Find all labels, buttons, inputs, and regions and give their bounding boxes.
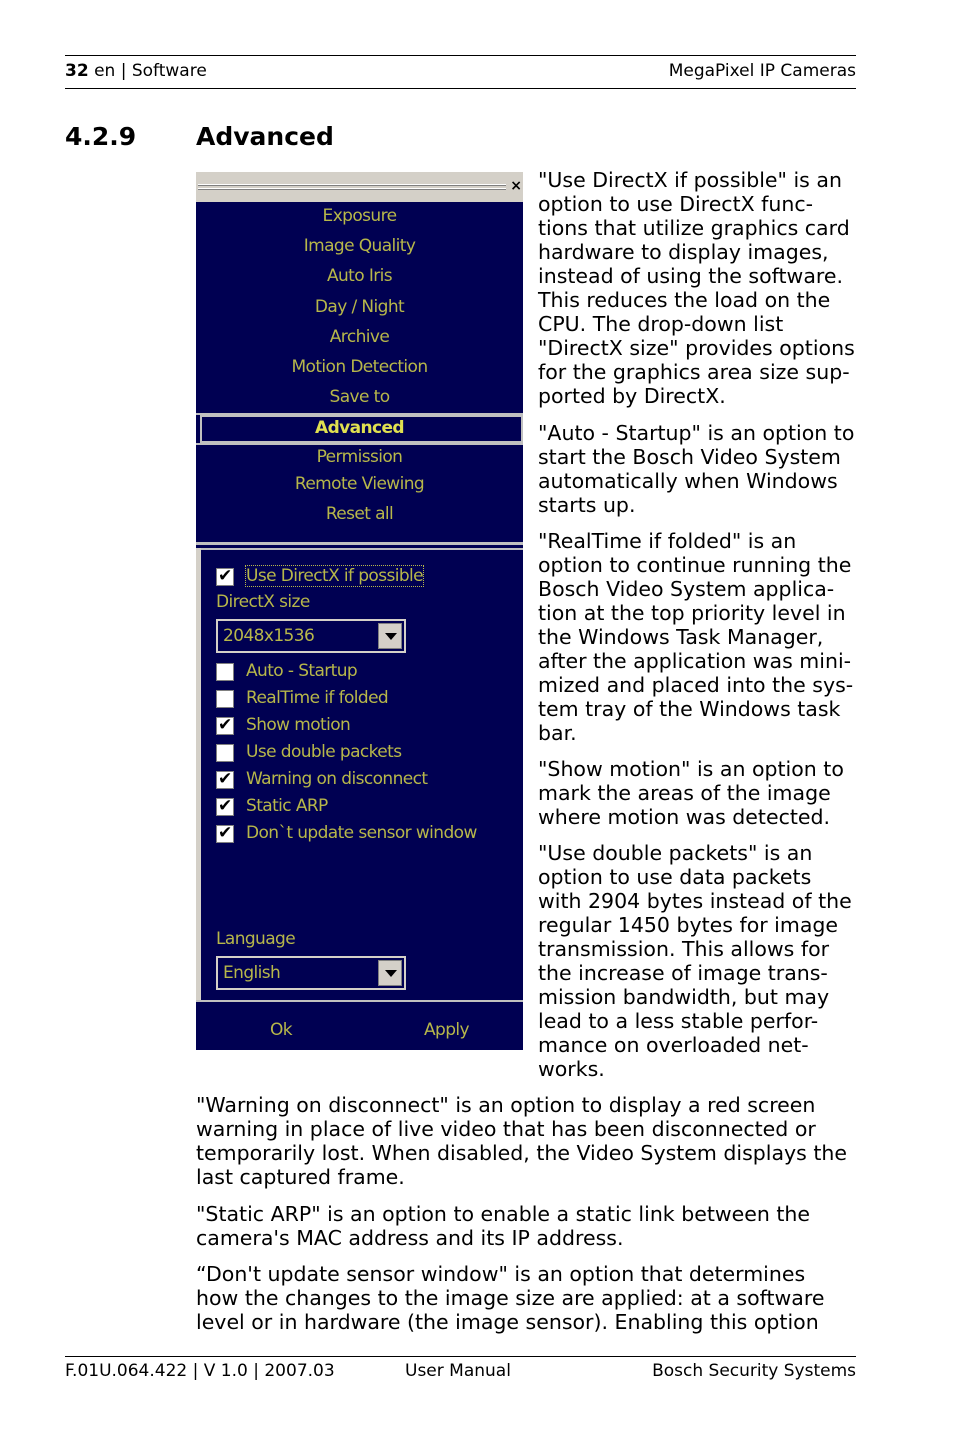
text-line: tions that utilize graphics card xyxy=(538,216,850,240)
auto-startup-checkbox[interactable] xyxy=(216,663,234,681)
text-line: the increase of image trans- xyxy=(538,961,828,985)
text-line: instead of using the software. xyxy=(538,264,843,288)
chevron-down-icon xyxy=(385,633,397,640)
text-line: This reduces the load on the xyxy=(538,288,831,312)
text-line: last captured frame. xyxy=(196,1165,405,1189)
text-line: with 2904 bytes instead of the xyxy=(538,889,852,913)
text-line: tem tray of the Windows task xyxy=(538,697,841,721)
text-line: mized and placed into the sys- xyxy=(538,673,854,697)
text-line: CPU. The drop-down list xyxy=(538,312,784,336)
dropdown-button[interactable] xyxy=(378,623,402,649)
apply-button[interactable]: Apply xyxy=(424,1020,469,1040)
menu-item-auto-iris[interactable]: Auto Iris xyxy=(326,266,393,286)
header-left xyxy=(65,61,207,81)
footer-doc-type: User Manual xyxy=(405,1361,511,1381)
directx-size-select[interactable] xyxy=(216,619,406,653)
footer-doc-id: F.01U.064.422 | V 1.0 | 2007.03 xyxy=(65,1361,335,1381)
check-icon: ✔ xyxy=(218,769,233,789)
text-line: automatically when Windows xyxy=(538,469,838,493)
text-line: works. xyxy=(538,1057,605,1081)
text-line: warning in place of live video that has been disconnected or xyxy=(196,1117,816,1141)
text-line: "Use DirectX if possible" is an xyxy=(538,168,842,192)
text-line: the Windows Task Manager, xyxy=(538,625,824,649)
paragraph-dont-update-sensor-window xyxy=(196,1262,824,1334)
grip-line xyxy=(198,184,506,186)
check-icon: ✔ xyxy=(218,566,233,586)
static-arp-checkbox[interactable] xyxy=(216,798,234,816)
page-header xyxy=(65,55,856,89)
text-line: "Static ARP" is an option to enable a static link between the xyxy=(196,1202,810,1226)
static-arp-label: Static ARP xyxy=(246,796,328,816)
text-line: start the Bosch Video System xyxy=(538,445,841,469)
advanced-settings-panel xyxy=(196,172,523,1050)
section-title: Advanced xyxy=(196,122,334,151)
menu-item-permission[interactable]: Permission xyxy=(316,447,403,467)
menu-item-image-quality[interactable]: Image Quality xyxy=(303,236,416,256)
show-motion-label: Show motion xyxy=(246,715,351,735)
text-line: level or in hardware (the image sensor). Enabling this option xyxy=(196,1310,819,1334)
paragraph-warning-on-disconnect xyxy=(196,1093,847,1189)
text-line: "Auto - Startup" is an option to xyxy=(538,421,855,445)
text-line: "Show motion" is an option to xyxy=(538,757,844,781)
footer-company: Bosch Security Systems xyxy=(652,1361,856,1381)
close-icon[interactable]: × xyxy=(510,178,522,194)
text-line: transmission. This allows for xyxy=(538,937,830,961)
text-line: mission bandwidth, but may xyxy=(538,985,830,1009)
header-product: MegaPixel IP Cameras xyxy=(668,61,856,81)
text-line: "DirectX size" provides options xyxy=(538,336,855,360)
page-number: 32 xyxy=(65,61,89,81)
language-label: Language xyxy=(216,929,296,949)
warning-on-disconnect-label: Warning on disconnect xyxy=(246,769,428,789)
check-icon: ✔ xyxy=(218,715,233,735)
menu-item-day-night[interactable]: Day / Night xyxy=(314,297,405,317)
panel-left-border xyxy=(196,548,201,1002)
language-select[interactable] xyxy=(216,956,406,990)
menu-item-reset-all[interactable]: Reset all xyxy=(325,504,394,524)
use-directx-label: Use DirectX if possible xyxy=(246,566,424,586)
dropdown-button[interactable] xyxy=(378,960,402,986)
paragraph-use-directx xyxy=(538,168,855,408)
menu-item-motion-detection[interactable]: Motion Detection xyxy=(291,357,428,377)
chevron-down-icon xyxy=(385,970,397,977)
divider xyxy=(196,542,523,545)
check-icon: ✔ xyxy=(218,823,233,843)
text-line: starts up. xyxy=(538,493,636,517)
text-line: "Use double packets" is an xyxy=(538,841,813,865)
panel-titlebar[interactable] xyxy=(196,172,523,202)
text-line: lead to a less stable perfor- xyxy=(538,1009,819,1033)
divider xyxy=(196,548,523,550)
paragraph-realtime-if-folded xyxy=(538,529,853,745)
grip-line xyxy=(198,188,506,190)
text-line: how the changes to the image size are applied: at a software xyxy=(196,1286,825,1310)
text-line: temporarily lost. When disabled, the Video System displays the xyxy=(196,1141,848,1165)
menu-item-save-to[interactable]: Save to xyxy=(329,387,390,407)
directx-size-label: DirectX size xyxy=(216,592,310,612)
use-directx-checkbox[interactable] xyxy=(216,568,234,586)
use-double-packets-checkbox[interactable] xyxy=(216,744,234,762)
directx-size-value: 2048x1536 xyxy=(223,626,315,646)
text-line: for the graphics area size sup- xyxy=(538,360,850,384)
text-line: option to continue running the xyxy=(538,553,852,577)
dont-update-sensor-window-checkbox[interactable] xyxy=(216,825,234,843)
divider xyxy=(196,443,523,445)
text-line: ported by DirectX. xyxy=(538,384,726,408)
text-line: camera's MAC address and its IP address. xyxy=(196,1226,624,1250)
show-motion-checkbox[interactable] xyxy=(216,717,234,735)
menu-item-exposure[interactable]: Exposure xyxy=(322,206,397,226)
realtime-if-folded-checkbox[interactable] xyxy=(216,690,234,708)
text-line: where motion was detected. xyxy=(538,805,831,829)
realtime-if-folded-label: RealTime if folded xyxy=(246,688,389,708)
text-line: mance on overloaded net- xyxy=(538,1033,809,1057)
text-line: tion at the top priority level in xyxy=(538,601,846,625)
menu-item-archive[interactable]: Archive xyxy=(329,327,390,347)
text-line: option to use data packets xyxy=(538,865,812,889)
text-line: mark the areas of the image xyxy=(538,781,831,805)
paragraph-use-double-packets xyxy=(538,841,852,1081)
text-line: after the application was mini- xyxy=(538,649,852,673)
check-icon: ✔ xyxy=(218,796,233,816)
paragraph-auto-startup xyxy=(538,421,854,517)
paragraph-show-motion xyxy=(538,757,844,829)
menu-item-advanced[interactable]: Advanced xyxy=(315,418,404,438)
text-line: hardware to display images, xyxy=(538,240,829,264)
dont-update-sensor-window-label: Don`t update sensor window xyxy=(246,823,477,843)
text-line: "RealTime if folded" is an xyxy=(538,529,797,553)
text-line: Bosch Video System applica- xyxy=(538,577,835,601)
paragraph-static-arp xyxy=(196,1202,810,1250)
use-double-packets-label: Use double packets xyxy=(246,742,402,762)
text-line: regular 1450 bytes for image xyxy=(538,913,839,937)
text-line: bar. xyxy=(538,721,577,745)
divider xyxy=(196,1000,523,1002)
menu-item-remote-viewing[interactable]: Remote Viewing xyxy=(294,474,425,494)
auto-startup-label: Auto - Startup xyxy=(246,661,358,681)
text-line: option to use DirectX func- xyxy=(538,192,814,216)
section-number: 4.2.9 xyxy=(65,122,137,151)
language-value: English xyxy=(223,963,281,983)
ok-button[interactable]: Ok xyxy=(270,1020,293,1040)
warning-on-disconnect-checkbox[interactable] xyxy=(216,771,234,789)
header-section: en | Software xyxy=(94,61,207,81)
text-line: “Don't update sensor window" is an option that determines xyxy=(196,1262,806,1286)
text-line: "Warning on disconnect" is an option to display a red screen xyxy=(196,1093,816,1117)
page-footer xyxy=(65,1356,856,1381)
